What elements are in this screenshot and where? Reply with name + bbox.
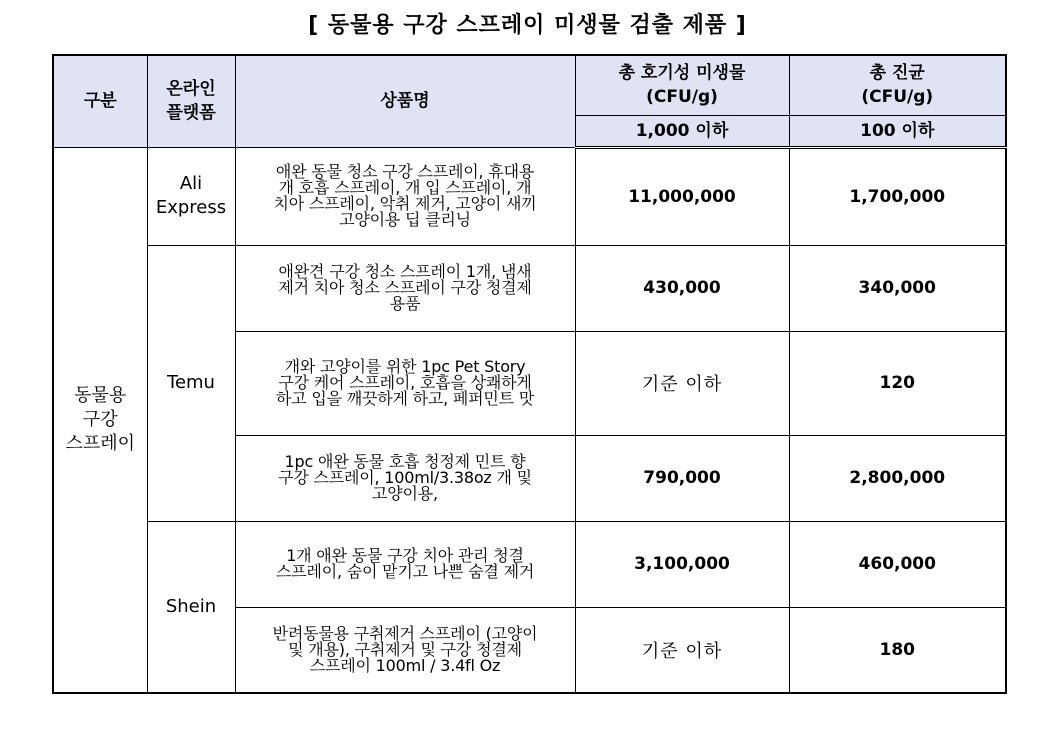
bacteria-value: 3,100,000 [575,521,789,607]
header-bacteria-line2: (CFU/g) [646,87,718,108]
fungi-value: 1,700,000 [789,147,1006,245]
platform-ali-line1: Ali [179,173,203,194]
product-name [235,245,575,331]
table-row [53,245,1006,331]
header-bacteria-line1: 총 호기성 미생물 [618,63,746,84]
fungi-value: 340,000 [789,245,1006,331]
category-line3: 스프레이 [65,432,136,454]
platform-aliexpress [147,147,235,245]
platform-shein: Shein [147,521,235,693]
header-bacteria-limit: 1,000 이하 [575,115,789,147]
product-line: 하고 입을 깨끗하게 하고, 페퍼민트 맛 [275,389,535,408]
product-name [235,521,575,607]
product-line: 용품 [389,294,421,313]
header-bacteria [575,55,789,115]
header-fungi-line2: (CFU/g) [861,87,934,108]
product-line: 1pc 애완 동물 호흡 청정제 민트 향 [284,452,526,471]
product-line: 스프레이, 숨이 맡기고 나쁜 숨결 제거 [275,562,535,581]
product-name [235,607,575,693]
fungi-value: 120 [789,331,1006,435]
product-line: 1개 애완 동물 구강 치아 관리 청결 [286,546,524,565]
platform-temu: Temu [147,245,235,521]
table-row [53,147,1006,245]
product-line: 및 개용), 구취제거 및 구강 청결제 [288,639,522,659]
header-platform-line1: 온라인 [166,79,216,100]
header-fungi-line1: 총 진균 [869,63,925,84]
product-line: 애완 동물 청소 구강 스프레이, 휴대용 [275,162,535,181]
product-line: 개와 고양이를 위한 1pc Pet Story [284,357,526,376]
fungi-value: 180 [789,607,1006,693]
product-line: 제거 치아 청소 스프레이 구강 청결제 [278,278,532,297]
bacteria-value: 430,000 [575,245,789,331]
fungi-value: 2,800,000 [789,435,1006,521]
page-title: [ 동물용 구강 스프레이 미생물 검출 제품 ] [308,13,747,38]
product-line: 개 호흡 스프레이, 개 입 스프레이, 개 [278,178,532,197]
header-category: 구분 [53,55,147,147]
product-line: 고양이용 딥 클리닝 [339,210,471,229]
product-name [235,331,575,435]
header-platform [147,55,235,147]
product-line: 치아 스프레이, 악취 제거, 고양이 새끼 [273,194,537,213]
product-line: 구강 케어 스프레이, 호흡을 상쾌하게 [278,373,532,392]
header-fungi-limit: 100 이하 [789,115,1006,147]
platform-ali-line2: Express [155,197,227,218]
detection-table [52,54,1007,694]
header-fungi [789,55,1006,115]
product-line: 반려동물용 구취제거 스프레이 (고양이 [272,623,538,643]
product-line: 고양이용, [372,484,438,503]
fungi-value: 460,000 [789,521,1006,607]
product-line: 스프레이 100ml / 3.4fl Oz [309,655,501,675]
header-platform-line2: 플랫폼 [166,103,216,124]
product-name [235,435,575,521]
category-cell [53,147,147,693]
bacteria-value: 790,000 [575,435,789,521]
header-product: 상품명 [235,55,575,147]
table-row [53,521,1006,607]
bacteria-value: 11,000,000 [575,147,789,245]
bacteria-value: 기준 이하 [575,607,789,693]
category-line2: 구강 [82,408,118,430]
product-name [235,147,575,245]
product-line: 애완견 구강 청소 스프레이 1개, 냄새 [278,262,532,281]
product-line: 구강 스프레이, 100ml/3.38oz 개 및 [278,468,532,487]
category-line1: 동물용 [74,384,127,406]
bacteria-value: 기준 이하 [575,331,789,435]
